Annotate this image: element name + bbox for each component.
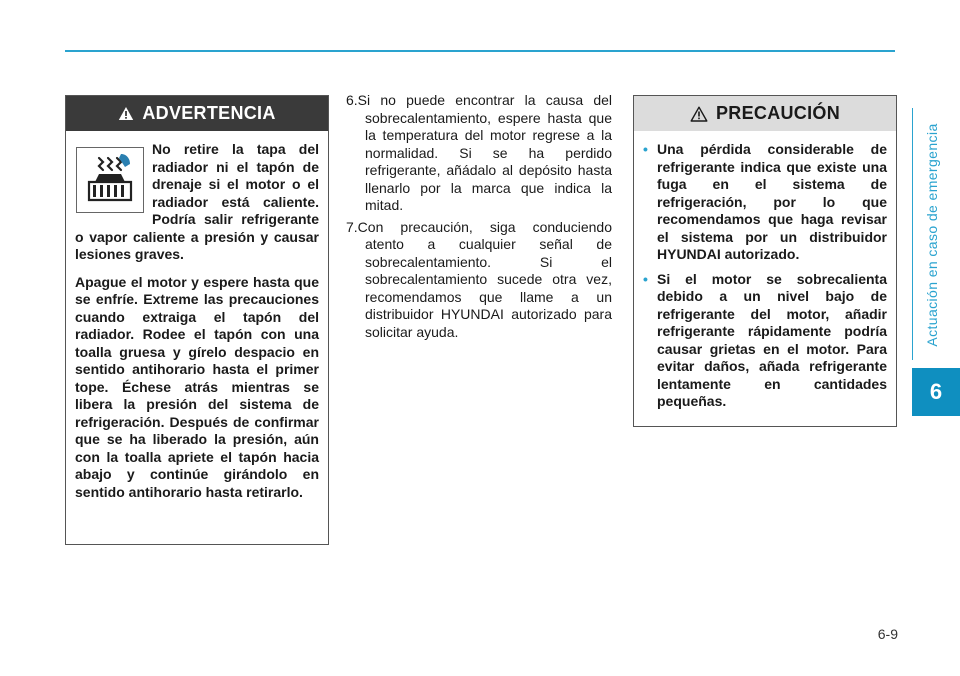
caution-title: PRECAUCIÓN — [715, 103, 840, 123]
warning-body — [66, 131, 328, 501]
caution-header — [634, 96, 896, 131]
warning-triangle-icon — [118, 106, 134, 121]
procedure-steps — [346, 92, 612, 345]
warning-paragraph-1: No retire la tapa del radiador ni el tapón de drenaje si el motor o el radiador está caliente. Podría salir refrigerante o vapor caliente a presión y causar lesiones graves. — [75, 141, 319, 262]
warning-paragraph-2: Apague el motor y espere hasta que se enfríe. Extreme las precauciones cuando extraiga el tapón del radiador. Rodee el tapón con una toalla gruesa y gírelo despacio en sentido antihorario hasta el primer tope. Échese atrás mientras se libera la presión del sistema de refrigeración. Después de confirmar que se ha liberado la presión, aún con la toalla apriete el tapón hacia abajo y continúe girándolo en sentido antihorario hasta retirarlo. — [75, 273, 319, 500]
chapter-side-label: Actuación en caso de emergencia — [924, 123, 940, 347]
page-number: 6-9 — [877, 626, 898, 642]
header-rule — [65, 50, 895, 52]
warning-header — [66, 96, 328, 131]
caution-box — [633, 95, 897, 427]
caution-body — [634, 131, 896, 411]
caution-item-text: Una pérdida considerable de refrigerante indica que existe una fuga en el sistema de refrigeración, por lo que recomendamos que haga revisar el sistema por un distribuidor HYUNDAI autorizado. — [657, 141, 887, 262]
warning-title: ADVERTENCIA — [142, 103, 276, 123]
caution-triangle-icon — [690, 106, 708, 122]
chapter-tab[interactable]: 6 — [912, 368, 960, 416]
step-item: 7.Con precaución, siga conduciendo atento a cualquier señal de sobrecalentamiento. Si el sobrecalentamiento sucede otra vez, recomendamos que llame a un distribuidor HYUNDAI autorizado para solicitar ayuda. — [346, 218, 612, 340]
bullet-icon: • — [643, 270, 648, 287]
list-item — [643, 141, 887, 264]
warning-box — [65, 95, 329, 545]
side-rule — [912, 108, 913, 360]
step-item: 6.Si no puede encontrar la causa del sobrecalentamiento, espere hasta que la temperatura del motor regrese a la normalidad. Si se ha perdido refrigerante, añádalo al depósito hasta llenarlo por la marca que indica la mitad. — [346, 92, 612, 213]
caution-list — [643, 141, 887, 411]
list-item — [643, 271, 887, 411]
hot-radiator-icon — [76, 147, 144, 213]
caution-item-text: Si el motor se sobrecalienta debido a un nivel bajo de refrigerante del motor, añadir refrigerante rápidamente podría causar grietas en el motor. Para evitar daños, añada refrigerante lentamente en cantidades pequeñas. — [657, 270, 887, 409]
bullet-icon: • — [643, 141, 648, 157]
